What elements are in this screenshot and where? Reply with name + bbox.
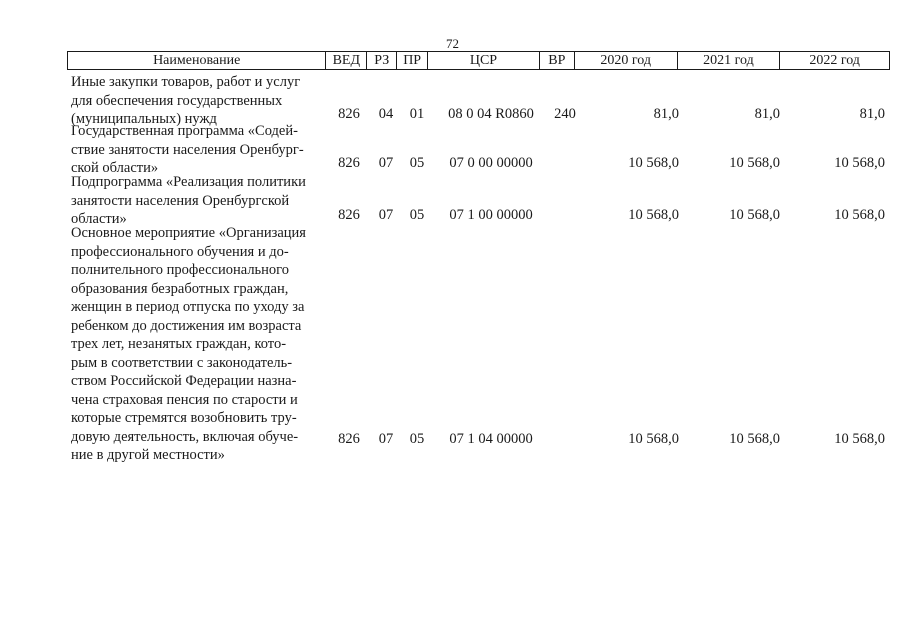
cell-rz: 07 bbox=[378, 207, 394, 223]
header-ved: ВЕД bbox=[326, 52, 367, 69]
cell-csr: 07 1 00 00000 bbox=[449, 207, 533, 223]
row-values bbox=[71, 206, 891, 224]
cell-vr: 240 bbox=[554, 106, 576, 122]
cell-2021: 10 568,0 bbox=[729, 207, 780, 223]
cell-2022: 10 568,0 bbox=[834, 207, 885, 223]
table-header bbox=[67, 51, 890, 70]
row-name bbox=[71, 224, 323, 465]
row-name-line: полнительного профессионального bbox=[71, 262, 290, 278]
cell-ved: 826 bbox=[338, 207, 360, 223]
row-name-line: ствие занятости населения Оренбург- bbox=[71, 141, 304, 158]
row-name-line: ской области» bbox=[71, 160, 159, 176]
row-name-line: ством Российской Федерации назна- bbox=[71, 373, 297, 389]
row-values bbox=[71, 430, 891, 448]
cell-pr: 05 bbox=[409, 207, 425, 223]
row-name-line: Подпрограмма «Реализация политики bbox=[71, 174, 306, 190]
cell-pr: 05 bbox=[409, 431, 425, 447]
row-name-line: чена страховая пенсия по старости и bbox=[71, 391, 298, 408]
header-name: Наименование bbox=[68, 52, 326, 69]
row-name-line: для обеспечения государственных bbox=[71, 92, 283, 109]
row-name-line: ние в другой местности» bbox=[71, 447, 225, 463]
page-number: 72 bbox=[446, 36, 459, 51]
row-name-line: Иные закупки товаров, работ и услуг bbox=[71, 74, 301, 90]
header-csr: ЦСР bbox=[428, 52, 540, 69]
cell-pr: 05 bbox=[409, 155, 425, 171]
header-year-2022: 2022 год bbox=[809, 53, 860, 68]
row-name-line: Государственная программа «Содей- bbox=[71, 123, 298, 139]
cell-2022: 10 568,0 bbox=[834, 155, 885, 171]
row-values bbox=[71, 154, 891, 172]
row-name-line: довую деятельность, включая обуче- bbox=[71, 428, 299, 445]
header-year-2021: 2021 год bbox=[678, 52, 781, 69]
header-year-2020: 2020 год bbox=[575, 52, 678, 69]
cell-csr: 07 0 00 00000 bbox=[449, 155, 533, 171]
row-name-line: занятости населения Оренбургской bbox=[71, 192, 290, 209]
row-name-line: Основное мероприятие «Организация bbox=[71, 225, 306, 241]
row-name-line: ребенком до достижения им возраста bbox=[71, 317, 302, 334]
row-name-line: образования безработных граждан, bbox=[71, 280, 289, 297]
row-name-line: профессионального обучения и до- bbox=[71, 243, 289, 260]
cell-2020: 10 568,0 bbox=[628, 207, 679, 223]
row-values bbox=[71, 105, 891, 123]
row-name-line: женщин в период отпуска по уходу за bbox=[71, 299, 305, 315]
cell-2021: 10 568,0 bbox=[729, 431, 780, 447]
row-name-line: трех лет, незанятых граждан, кото- bbox=[71, 336, 287, 352]
row-name-line: рым в соответствии с законодатель- bbox=[71, 354, 293, 371]
header-vr: ВР bbox=[540, 52, 575, 69]
cell-pr: 01 bbox=[409, 106, 425, 122]
cell-ved: 826 bbox=[338, 106, 360, 122]
cell-2020: 10 568,0 bbox=[628, 155, 679, 171]
cell-2021: 10 568,0 bbox=[729, 155, 780, 171]
cell-rz: 07 bbox=[378, 155, 394, 171]
cell-csr: 07 1 04 00000 bbox=[449, 431, 533, 447]
cell-2022: 10 568,0 bbox=[834, 431, 885, 447]
cell-rz: 07 bbox=[378, 431, 394, 447]
cell-2021: 81,0 bbox=[754, 106, 780, 122]
header-rz: РЗ bbox=[367, 52, 397, 69]
cell-rz: 04 bbox=[378, 106, 394, 122]
cell-2020: 81,0 bbox=[653, 106, 679, 122]
row-name-line: (муниципальных) нужд bbox=[71, 111, 217, 127]
header-pr: ПР bbox=[397, 52, 428, 69]
cell-ved: 826 bbox=[338, 431, 360, 447]
cell-csr: 08 0 04 R0860 bbox=[448, 106, 534, 122]
cell-2020: 10 568,0 bbox=[628, 431, 679, 447]
row-name-line: области» bbox=[71, 211, 127, 227]
cell-ved: 826 bbox=[338, 155, 360, 171]
row-name-line: которые стремятся возобновить тру- bbox=[71, 410, 297, 426]
cell-2022: 81,0 bbox=[859, 106, 885, 122]
